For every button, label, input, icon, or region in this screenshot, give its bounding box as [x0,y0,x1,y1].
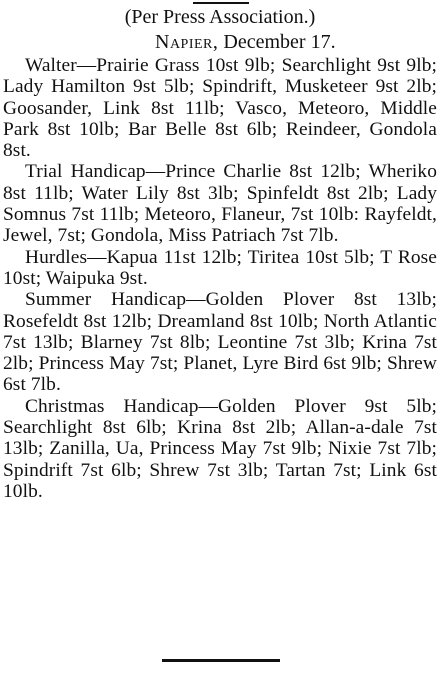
race-entry-walter: Walter—Prairie Grass 10st 9lb; Searchlight 9st 9lb; Lady Hamilton 9st 5lb; Spindrift, Musketeer 9st 2lb; Goosander, Link 8st 11lb; Vasco, Meteoro, Middle Park 8st 10lb; Bar Belle 8st 6lb; Reindeer, Gondola 8st. [3,55,437,162]
news-column [3,6,437,502]
bottom-rule [162,659,280,662]
race-entry-hurdles: Hurdles—Kapua 11st 12lb; Tiritea 10st 5lb; T Rose 10st; Waipuka 9st. [3,246,437,289]
source-line: (Per Press Association.) [124,6,316,28]
race-entry-trial-handicap: Trial Handicap—Prince Charlie 8st 12lb; Wheriko 8st 11lb; Water Lily 8st 3lb; Spinfeldt 8st 2lb; Lady Somnus 7st 11lb; Meteoro, Flaneur, 7st 10lb: Rayfeldt, Jewel, 7st; Gondola, Miss Patriach 7st 7lb. [3,161,437,247]
race-entry-christmas-handicap: Christmas Handicap—Golden Plover 9st 5lb; Searchlight 8st 6lb; Krina 8st 2lb; Allan-a-dale 7st 13lb; Zanilla, Ua, Princess May 7st 9lb; Nixie 7st 7lb; Spindrift 7st 6lb; Shrew 7st 3lb; Tartan 7st; Link 6st 10lb. [3,395,437,502]
top-rule [193,2,249,4]
dateline-date: December 17. [223,31,336,53]
race-entry-summer-handicap: Summer Handicap—Golden Plover 8st 13lb; Rosefeldt 8st 12lb; Dreamland 8st 10lb; North Atlantic 7st 13lb; Blarney 7st 8lb; Leontine 7st 3lb; Krina 7st 2lb; Princess May 7st; Planet, Lyre Bird 6st 9lb; Shrew 6st 7lb. [3,289,437,396]
dateline [3,31,437,55]
dateline-place: Napier, [155,31,219,53]
